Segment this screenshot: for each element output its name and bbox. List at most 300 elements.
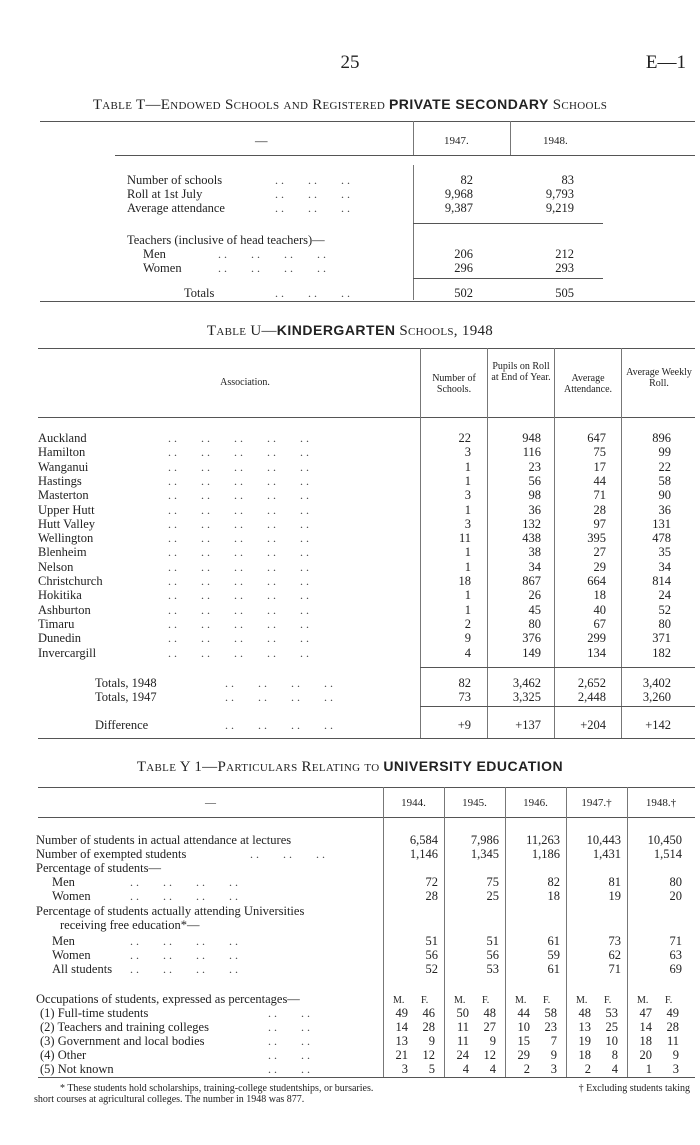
table-y-male-header: M. (393, 995, 405, 1006)
table-u-row-weekly: 80 (658, 616, 671, 631)
table-y-exempted-value: 1,186 (531, 847, 560, 861)
table-u-difference-leader: . . . . . . . . (225, 718, 333, 732)
table-y-male-header: M. (454, 995, 466, 1006)
table-u-row-att: 134 (587, 645, 606, 660)
table-y-occ-male: 18 (639, 1034, 652, 1048)
table-u-row-name: Wellington (38, 531, 94, 546)
table-y-header-label: — (205, 797, 216, 809)
table-u-row-leader: . . . . . . . . . . (168, 574, 309, 588)
table-t-row-1947: 9,387 (444, 201, 473, 215)
table-y-occ-row-label: (2) Teachers and training colleges (40, 1020, 209, 1034)
table-u-top-rule (38, 348, 695, 349)
table-y-occ-male: 10 (517, 1020, 530, 1034)
table-u-col-divider-3 (554, 348, 555, 738)
table-y-male-header: M. (515, 995, 527, 1006)
table-y-occ-leader: . . . . (268, 1034, 310, 1048)
table-u-row-name: Blenheim (38, 545, 87, 560)
table-u-totals-1947-att: 2,448 (577, 690, 606, 704)
table-y-occ-female: 8 (611, 1048, 618, 1062)
table-u-row-pupils: 34 (528, 559, 541, 574)
table-y-free-value: 53 (486, 962, 499, 976)
table-y-male-header: M. (637, 995, 649, 1006)
table-t-title (0, 96, 700, 114)
table-y-free-row-label: Men (52, 934, 75, 948)
table-y-exempted-value: 1,431 (592, 847, 621, 861)
table-y-header-year: 1946. (523, 797, 548, 809)
table-t-row-1948: 9,219 (545, 201, 574, 215)
table-y-occ-female: 23 (544, 1020, 557, 1034)
table-y-free-value: 69 (669, 962, 682, 976)
table-y-occ-male: 11 (456, 1034, 469, 1048)
table-y-col-divider-5 (627, 787, 628, 1077)
table-u-title-bold: KINDERGARTEN (276, 322, 396, 338)
table-t-row-label: Number of schools (127, 173, 223, 187)
table-y-occ-female: 28 (422, 1020, 435, 1034)
table-u-row-att: 40 (593, 602, 606, 617)
table-u-row-att: 67 (593, 616, 606, 631)
table-y-occ-male: 48 (578, 1006, 591, 1020)
table-y-header-year: 1947.† (581, 797, 612, 809)
table-y-occ-female: 9 (489, 1034, 496, 1048)
table-u-row-weekly: 35 (658, 545, 671, 560)
table-y-occ-male: 1 (645, 1062, 652, 1076)
table-u-row-leader: . . . . . . . . . . (168, 431, 309, 445)
table-y-free-value: 51 (425, 934, 438, 948)
table-u-row-weekly: 90 (658, 488, 671, 503)
table-u-row-leader: . . . . . . . . . . (168, 631, 309, 646)
table-t-title-part2: Schools (552, 97, 608, 113)
table-u-difference-name: Difference (95, 718, 149, 732)
table-t-row-leader: . . . . . . (275, 187, 350, 201)
table-u-row-leader: . . . . . . . . . . (168, 516, 309, 531)
table-t-teacher-leader: . . . . . . . . (218, 247, 326, 261)
table-y-header-year: 1944. (401, 797, 426, 809)
table-u-row-schools: 1 (464, 459, 471, 474)
table-u-row-name: Hokitika (38, 588, 82, 603)
table-u-row-pupils: 149 (522, 645, 541, 660)
table-t-bottom-rule (40, 301, 695, 302)
table-y-occ-female: 48 (483, 1006, 496, 1020)
table-u-difference-weekly: +142 (645, 718, 671, 732)
table-y-free-value: 71 (669, 934, 682, 948)
table-y-female-header: F. (543, 995, 551, 1006)
table-y-free-value: 73 (608, 934, 621, 948)
table-t-top-rule (40, 121, 695, 122)
table-y-pct-value: 19 (608, 889, 621, 903)
table-y-occ-male: 18 (578, 1048, 591, 1062)
page-number: 25 (340, 52, 360, 73)
table-y-occ-leader: . . . . (268, 1006, 310, 1020)
table-y-bottom-rule (38, 1077, 695, 1078)
table-y-female-header: F. (604, 995, 612, 1006)
table-t-teacher-label: Men (143, 247, 166, 261)
table-u-row-name: Timaru (38, 616, 75, 631)
table-u-row-leader: . . . . . . . . . . (168, 645, 309, 660)
table-t-teacher-1947: 206 (454, 247, 473, 261)
table-y-exempted-value: 1,146 (409, 847, 438, 861)
table-t-teacher-1948: 293 (555, 261, 574, 275)
table-u-row-att: 647 (587, 431, 606, 445)
table-y-attendance-value: 7,986 (470, 833, 499, 847)
table-u-row-att: 27 (593, 545, 606, 560)
table-y-occ-female: 58 (544, 1006, 557, 1020)
table-y-pct-row-label: Women (52, 889, 91, 903)
table-t-totals-1948: 505 (555, 286, 574, 300)
table-u-header-schools: Number of Schools. (432, 373, 476, 395)
table-y-occ-female: 25 (605, 1020, 618, 1034)
table-y-occ-male: 13 (395, 1034, 408, 1048)
table-y-occ-row-label: (4) Other (40, 1048, 87, 1062)
table-y-occ-male: 49 (395, 1006, 408, 1020)
table-y-occ-female: 4 (489, 1062, 496, 1076)
table-y-occ-male: 2 (523, 1062, 530, 1076)
table-y-occ-female: 28 (666, 1020, 679, 1034)
table-y-female-header: F. (421, 995, 429, 1006)
table-y-top-rule (38, 787, 695, 788)
table-u-row-name: Upper Hutt (38, 502, 95, 517)
table-u-row-schools: 3 (464, 488, 471, 503)
table-u-totals-1948-att: 2,652 (577, 676, 606, 690)
table-u-row-pupils: 116 (522, 445, 541, 460)
table-y-occ-leader: . . . . (268, 1062, 310, 1076)
table-y-occ-female: 3 (672, 1062, 679, 1076)
table-u-row-weekly: 34 (658, 559, 671, 574)
table-t-teachers-rule (413, 223, 603, 224)
table-y-occ-female: 11 (666, 1034, 679, 1048)
table-t-header-1947: 1947. (444, 135, 469, 147)
table-u-row-pupils: 867 (522, 574, 541, 588)
table-u-row-att: 75 (593, 445, 606, 460)
table-u-col-divider-2 (487, 348, 488, 738)
table-u-row-att: 18 (593, 588, 606, 603)
table-u-row-schools: 3 (464, 516, 471, 531)
table-y-occ-male: 2 (584, 1062, 591, 1076)
table-u-difference-pupils: +137 (515, 718, 541, 732)
table-u-row-leader: . . . . . . . . . . (168, 445, 309, 460)
table-y-occ-female: 5 (428, 1062, 435, 1076)
table-u-row-weekly: 99 (658, 445, 671, 460)
table-y-occ-female: 9 (672, 1048, 679, 1062)
table-u-row-pupils: 23 (528, 459, 541, 474)
table-t-totals-rule (413, 278, 603, 279)
table-y-pct-value: 82 (547, 875, 560, 889)
table-u-row-pupils: 38 (528, 545, 541, 560)
table-y-occ-male: 24 (456, 1048, 469, 1062)
table-y-exempted-leader: . . . . . . (250, 847, 325, 861)
table-y-header-year: 1948.† (645, 797, 677, 809)
table-u-row-weekly: 896 (652, 431, 671, 445)
table-y-pct-row-label: Men (52, 875, 75, 889)
table-u-row-pupils: 132 (522, 516, 541, 531)
table-t-teachers-label: Teachers (inclusive of head teachers)— (127, 233, 325, 247)
table-y-pct-value: 28 (425, 889, 438, 903)
table-u-diff-rule (420, 706, 695, 707)
table-u-totals-1947-name: Totals, 1947 (95, 690, 157, 704)
table-y-free-value: 56 (486, 948, 499, 962)
table-u-row-weekly: 371 (652, 631, 671, 646)
table-u-row-schools: 2 (464, 616, 471, 631)
table-y-header-rule (38, 817, 695, 818)
table-y-occ-male: 44 (517, 1006, 530, 1020)
table-u-row-schools: 9 (464, 631, 471, 646)
table-u-row-pupils: 98 (528, 488, 541, 503)
table-y-free-label-2: receiving free education*— (60, 918, 200, 932)
table-u-row-schools: 1 (464, 473, 471, 488)
table-y-col-divider-4 (566, 787, 567, 1077)
table-t-title-part1: Table T—Endowed Schools and Registered (92, 97, 386, 113)
table-u-row-name: Invercargill (38, 645, 97, 660)
table-y-occ-leader: . . . . (268, 1048, 310, 1062)
table-u-row-schools: 1 (464, 502, 471, 517)
table-y-occ-male: 29 (517, 1048, 530, 1062)
table-u-row-schools: 1 (464, 602, 471, 617)
table-u-row-name: Hutt Valley (38, 516, 96, 531)
table-y-occ-female: 46 (422, 1006, 435, 1020)
table-u-row-leader: . . . . . . . . . . (168, 502, 309, 517)
table-y-free-leader: . . . . . . . . (130, 948, 238, 962)
table-y-pct-value: 20 (669, 889, 682, 903)
table-y-pct-label: Percentage of students— (36, 861, 161, 875)
table-u-row-schools: 1 (464, 559, 471, 574)
table-t-body-divider (413, 165, 414, 300)
table-u-row-name: Nelson (38, 559, 74, 574)
table-y-exempted-value: 1,514 (653, 847, 682, 861)
table-t-header-1948: 1948. (543, 135, 568, 147)
page-reference: E—1 (645, 52, 686, 73)
table-y-occ-male: 3 (401, 1062, 408, 1076)
table-u-totals-1947-pupils: 3,325 (512, 690, 541, 704)
table-u-header-attendance: Average Attendance. (563, 373, 613, 395)
table-y-col-divider-3 (505, 787, 506, 1077)
table-u-row-att: 71 (593, 488, 606, 503)
table-t-teacher-1947: 296 (454, 261, 473, 275)
footnote-excluding: † Excluding students taking (578, 1083, 690, 1094)
table-u-row-leader: . . . . . . . . . . (168, 488, 309, 503)
table-u-row-name: Auckland (38, 431, 87, 445)
table-t-header-rule (115, 155, 695, 156)
table-u-totals-1948-schools: 82 (458, 676, 471, 690)
table-u-header-rule (38, 417, 695, 418)
table-u-row-pupils: 80 (528, 616, 541, 631)
table-u-row-weekly: 182 (652, 645, 671, 660)
table-y-pct-value: 81 (608, 875, 621, 889)
table-u-totals-1947-leader: . . . . . . . . (225, 690, 333, 704)
table-t-header-label: — (255, 134, 268, 148)
table-u-row-att: 28 (593, 502, 606, 517)
table-u-row-weekly: 52 (658, 602, 671, 617)
table-y-occ-female: 12 (422, 1048, 435, 1062)
table-u-row-att: 299 (587, 631, 606, 646)
table-t-row-1947: 9,968 (444, 187, 473, 201)
table-u-row-leader: . . . . . . . . . . (168, 545, 309, 560)
table-t-col-divider-1 (413, 121, 414, 155)
table-y-female-header: F. (482, 995, 490, 1006)
table-y-free-value: 51 (486, 934, 499, 948)
table-u-header-pupils: Pupils on Roll at End of Year. (491, 361, 551, 383)
table-t-teacher-leader: . . . . . . . . (218, 261, 326, 275)
table-y-occ-row-label: (5) Not known (40, 1062, 114, 1076)
table-u-row-name: Masterton (38, 488, 89, 503)
table-y-free-value: 63 (669, 948, 682, 962)
table-t-teacher-1948: 212 (555, 247, 574, 261)
table-y-attendance-value: 10,443 (586, 833, 621, 847)
table-y-header-year: 1945. (462, 797, 487, 809)
table-y-occ-label: Occupations of students, expressed as percentages— (36, 992, 300, 1006)
table-t-teacher-label: Women (143, 261, 182, 275)
table-u-row-leader: . . . . . . . . . . (168, 616, 309, 631)
table-t-totals-leader: . . . . . . (275, 286, 350, 300)
table-y-occ-male: 50 (456, 1006, 469, 1020)
table-y-free-value: 52 (425, 962, 438, 976)
table-u-row-weekly: 22 (658, 459, 671, 474)
table-y-occ-male: 19 (578, 1034, 591, 1048)
table-u-row-att: 97 (593, 516, 606, 531)
table-u-row-name: Christchurch (38, 574, 103, 588)
table-y-title-bold: UNIVERSITY EDUCATION (383, 758, 564, 774)
table-y-occ-female: 4 (611, 1062, 618, 1076)
table-u-totals-1948-pupils: 3,462 (512, 676, 541, 690)
table-u-row-leader: . . . . . . . . . . (168, 473, 309, 488)
table-u-totals-rule (420, 667, 695, 668)
table-y-exempted-value: 1,345 (470, 847, 499, 861)
table-u-row-att: 29 (593, 559, 606, 574)
table-y-attendance-value: 11,263 (526, 833, 560, 847)
table-y-free-value: 71 (608, 962, 621, 976)
table-y-occ-male: 13 (578, 1020, 591, 1034)
table-y-col-divider-2 (444, 787, 445, 1077)
table-u-title-part2: Schools, 1948 (399, 323, 494, 339)
table-u-row-att: 17 (593, 459, 606, 474)
table-y-occ-female: 9 (428, 1034, 435, 1048)
table-u-totals-1948-weekly: 3,402 (642, 676, 671, 690)
table-y-occ-male: 14 (639, 1020, 652, 1034)
table-t-row-1948: 9,793 (545, 187, 574, 201)
table-t-totals-label: Totals (184, 286, 215, 300)
table-u-row-name: Hastings (38, 473, 82, 488)
table-u-header-weekly: Average Weekly Roll. (626, 367, 692, 389)
table-u-row-pupils: 376 (522, 631, 541, 646)
table-u-row-weekly: 36 (658, 502, 671, 517)
table-u-row-pupils: 438 (522, 531, 541, 546)
table-u-row-weekly: 24 (658, 588, 671, 603)
table-y-occ-row-label: (1) Full-time students (40, 1006, 149, 1020)
table-u-col-divider-1 (420, 348, 421, 738)
table-u-totals-1948-leader: . . . . . . . . (225, 676, 333, 690)
table-u-row-weekly: 131 (652, 516, 671, 531)
table-u-row-pupils: 948 (522, 431, 541, 445)
table-y-free-value: 61 (547, 962, 560, 976)
table-u-title (0, 322, 700, 340)
table-y-occ-male: 14 (395, 1020, 408, 1034)
table-y-pct-leader: . . . . . . . . (130, 875, 238, 889)
table-u-col-divider-4 (621, 348, 622, 738)
table-u-row-pupils: 26 (528, 588, 541, 603)
table-y-occ-row-label: (3) Government and local bodies (40, 1034, 205, 1048)
table-y-occ-male: 20 (639, 1048, 652, 1062)
table-u-difference-schools: +9 (457, 718, 471, 732)
table-y-attendance-value: 10,450 (647, 833, 682, 847)
table-y-occ-male: 47 (639, 1006, 652, 1020)
table-t-totals-1947: 502 (454, 286, 473, 300)
table-y-pct-leader: . . . . . . . . (130, 889, 238, 903)
table-y-occ-female: 3 (550, 1062, 557, 1076)
table-t-row-label: Average attendance (127, 201, 225, 215)
table-u-row-name: Ashburton (38, 602, 91, 617)
table-y-occ-female: 7 (550, 1034, 557, 1048)
table-u-totals-1948-name: Totals, 1948 (95, 676, 157, 690)
table-u-row-weekly: 478 (652, 531, 671, 546)
table-u-row-leader: . . . . . . . . . . (168, 602, 309, 617)
table-y-attendance-value: 6,584 (409, 833, 438, 847)
table-u-row-weekly: 814 (652, 574, 671, 588)
table-y-title (0, 758, 700, 776)
table-u-row-leader: . . . . . . . . . . (168, 459, 309, 474)
table-y-occ-male: 15 (517, 1034, 530, 1048)
table-u-difference-att: +204 (580, 718, 606, 732)
table-y-occ-male: 11 (456, 1020, 469, 1034)
table-y-pct-value: 25 (486, 889, 499, 903)
table-y-free-leader: . . . . . . . . (130, 934, 238, 948)
table-y-title-part1: Table Y 1—Particulars Relating to (136, 759, 380, 775)
footnote-scholarships: * These students hold scholarships, training-college studentships, or bursaries. (60, 1083, 374, 1094)
table-y-free-value: 61 (547, 934, 560, 948)
table-y-occ-female: 49 (666, 1006, 679, 1020)
table-y-pct-value: 72 (425, 875, 438, 889)
table-y-occ-female: 10 (605, 1034, 618, 1048)
table-u-totals-1947-schools: 73 (458, 690, 471, 704)
footnote-short-courses: short courses at agricultural colleges. The number in 1948 was 877. (34, 1094, 305, 1105)
table-y-occ-leader: . . . . (268, 1020, 310, 1034)
table-u-row-schools: 3 (464, 445, 471, 460)
table-y-occ-female: 27 (483, 1020, 496, 1034)
table-u-row-name: Hamilton (38, 445, 86, 460)
table-u-header-association: Association. (220, 377, 270, 388)
table-u-row-leader: . . . . . . . . . . (168, 588, 309, 603)
table-t-row-label: Roll at 1st July (127, 187, 203, 201)
table-t-row-leader: . . . . . . (275, 201, 350, 215)
table-y-free-value: 62 (608, 948, 621, 962)
table-u-row-weekly: 58 (658, 473, 671, 488)
table-u-row-schools: 1 (464, 588, 471, 603)
table-u-title-part1: Table U— (206, 323, 277, 339)
table-y-pct-value: 80 (669, 875, 682, 889)
table-y-free-value: 56 (425, 948, 438, 962)
table-u-row-pupils: 36 (528, 502, 541, 517)
table-y-female-header: F. (665, 995, 673, 1006)
table-t-row-1947: 82 (460, 173, 473, 187)
table-u-row-schools: 4 (464, 645, 471, 660)
table-u-row-name: Wanganui (38, 459, 89, 474)
table-u-row-pupils: 56 (528, 473, 541, 488)
table-y-pct-value: 75 (486, 875, 499, 889)
table-u-row-name: Dunedin (38, 631, 82, 646)
table-u-row-schools: 22 (458, 431, 471, 445)
table-u-bottom-rule (38, 738, 695, 739)
table-y-male-header: M. (576, 995, 588, 1006)
table-u-totals-1947-weekly: 3,260 (642, 690, 671, 704)
table-y-occ-female: 9 (550, 1048, 557, 1062)
table-y-col-divider-1 (383, 787, 384, 1077)
table-y-exempted-label: Number of exempted students (36, 847, 187, 861)
table-y-free-label-1: Percentage of students actually attending Universities (36, 904, 305, 918)
table-u-row-att: 664 (587, 574, 606, 588)
table-t-title-bold: PRIVATE SECONDARY (388, 96, 549, 112)
table-y-occ-female: 53 (605, 1006, 618, 1020)
table-y-free-row-label: All students (52, 962, 113, 976)
table-u-row-pupils: 45 (528, 602, 541, 617)
table-t-row-leader: . . . . . . (275, 173, 350, 187)
table-u-row-leader: . . . . . . . . . . (168, 531, 309, 546)
